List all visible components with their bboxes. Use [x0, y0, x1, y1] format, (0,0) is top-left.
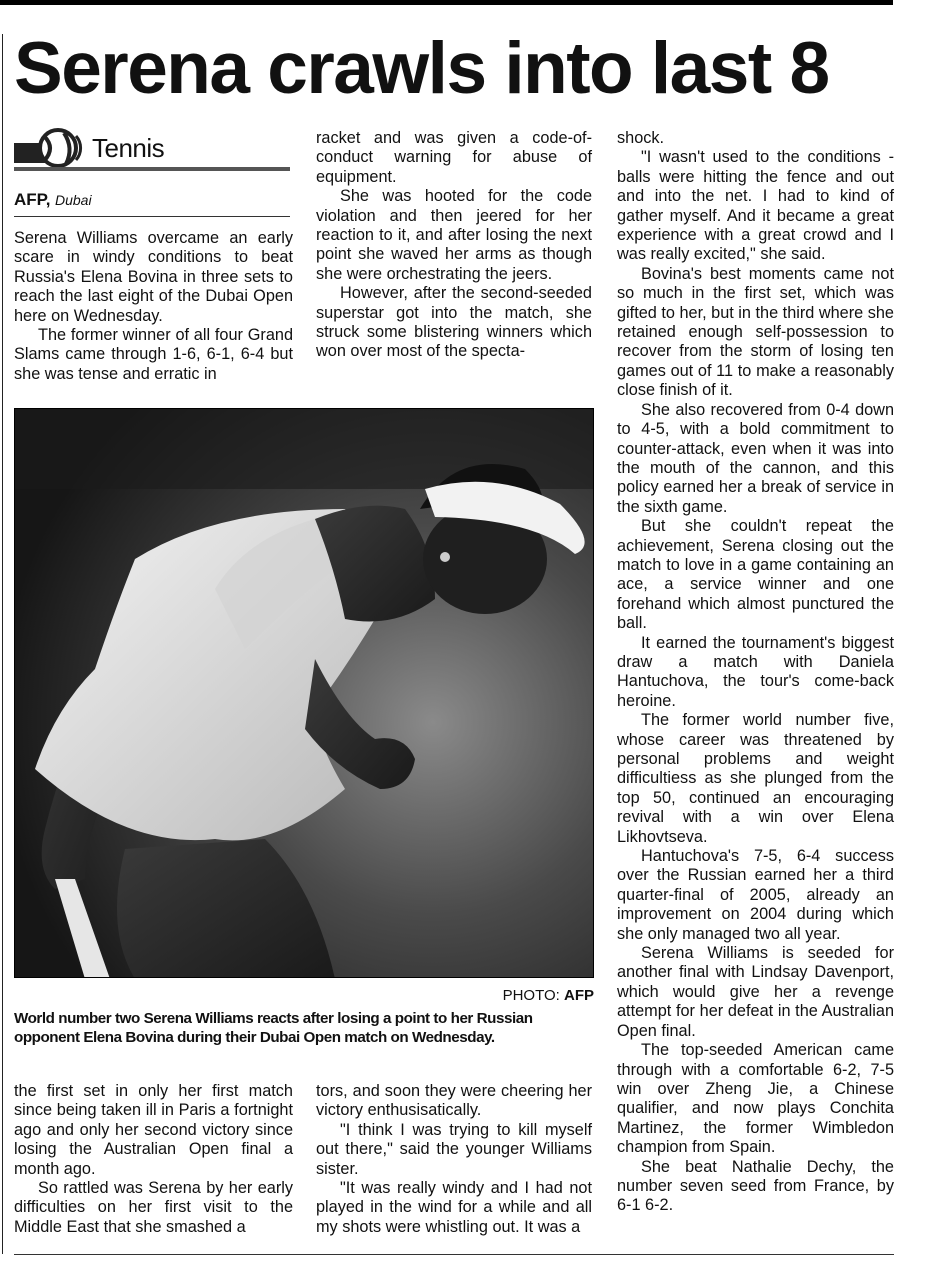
tennis-ball-icon: [14, 128, 92, 168]
tennis-player-photo: [15, 409, 594, 978]
article-paragraph: She also recovered from 0-4 down to 4-5, with a bold commitment to counter-attack, even when it was into the mouth of the cannon, and this policy earned her a break of service in the sixth game.: [617, 400, 894, 516]
article-paragraph: The former world number five, whose career was threatened by personal problems and weight difficultiess as she plunged from the top 50, continued an encouraging revival with a win over Elena Likhovtseva.: [617, 711, 894, 846]
article-column-2-bottom: [316, 1082, 592, 1237]
byline-place: Dubai: [55, 192, 92, 208]
article-paragraph: So rattled was Serena by her early difficulties on her first visit to the Middle East that she smashed a: [14, 1179, 293, 1236]
article-paragraph: Hantuchova's 7-5, 6-4 success over the Russian earned her a third quarter-final of 2005, already an improvement on 2004 during which she only managed two all year.: [617, 847, 894, 943]
article-paragraph: Serena Williams overcame an early scare in windy conditions to beat Russia's Elena Bovina in three sets to reach the last eight of the Dubai Open here on Wednesday.: [14, 229, 293, 325]
left-column-rule: [2, 34, 3, 1254]
byline-agency: AFP,: [14, 190, 51, 209]
bottom-rule: [14, 1254, 894, 1255]
article-paragraph: It earned the tournament's biggest draw a match with Daniela Hantuchova, the tour's come-back heroine.: [617, 633, 894, 710]
article-paragraph: "I wasn't used to the conditions - balls were hitting the fence and out and into the net. I had to kind of gather myself. And it became a great experience with a great crowd and I was really excited," she said.: [617, 148, 894, 264]
article-paragraph: However, after the second-seeded superstar got into the match, she struck some blistering winners which won over most of the specta-: [316, 284, 592, 361]
photo-credit-agency: AFP: [564, 987, 594, 1004]
byline: [14, 190, 290, 217]
top-rule: [0, 0, 893, 5]
article-column-2-top: [316, 129, 592, 362]
section-label: Tennis: [92, 133, 165, 163]
photo-credit: [14, 987, 594, 1004]
article-paragraph: tors, and soon they were cheering her victory enthusisatically.: [316, 1082, 592, 1120]
article-paragraph: racket and was given a code-of-conduct warning for abuse of equipment.: [316, 129, 592, 186]
article-paragraph: The former winner of all four Grand Slams came through 1-6, 6-1, 6-4 but she was tense and erratic in: [14, 326, 293, 383]
article-paragraph: Serena Williams is seeded for another final with Lindsay Davenport, which would give her a revenge attempt for her defeat in the Australian Open final.: [617, 944, 894, 1040]
article-paragraph: "It was really windy and I had not played in the wind for a while and all my shots were whistling out. It was a: [316, 1179, 592, 1236]
article-paragraph: The top-seeded American came through with a comfortable 6-2, 7-5 win over Zheng Jie, a Chinese qualifier, and now plays Conchita Martinez, the former Wimbledon champion from Spain.: [617, 1041, 894, 1157]
section-tag: [14, 128, 290, 172]
article-paragraph: "I think I was trying to kill myself out there," said the younger Williams sister.: [316, 1120, 592, 1178]
headline: Serena crawls into last 8: [14, 28, 829, 109]
news-photo: [14, 408, 594, 978]
article-paragraph: shock.: [617, 129, 665, 147]
article-paragraph: She was hooted for the code violation and then jeered for her reaction to it, and after losing the next point she waved her arms as though she were orchestrating the jeers.: [316, 187, 592, 283]
article-paragraph: the first set in only her first match since being taken ill in Paris a fortnight ago and only her second victory since losing the Australian Open final a month ago.: [14, 1082, 293, 1178]
article-paragraph: But she couldn't repeat the achievement, Serena closing out the match to love in a game containing an ace, a service winner and one forehand which almost punctured the ball.: [617, 517, 894, 633]
article-column-3: [617, 129, 894, 1216]
article-paragraph: Bovina's best moments came not so much in the first set, which was gifted to her, but in the third where she retained enough self-possession to recover from the storm of losing ten games out of 11 to make a reasonably close finish of it.: [617, 264, 894, 400]
article-column-1-bottom: [14, 1082, 293, 1237]
photo-credit-prefix: PHOTO:: [502, 987, 560, 1004]
photo-caption: World number two Serena Williams reacts after losing a point to her Russian opponent Elena Bovina during their Dubai Open match on Wednesday.: [14, 1010, 533, 1046]
article-paragraph: She beat Nathalie Dechy, the number seven seed from France, by 6-1 6-2.: [617, 1157, 894, 1215]
article-column-1-top: [14, 229, 293, 384]
section-underline: [14, 167, 290, 171]
